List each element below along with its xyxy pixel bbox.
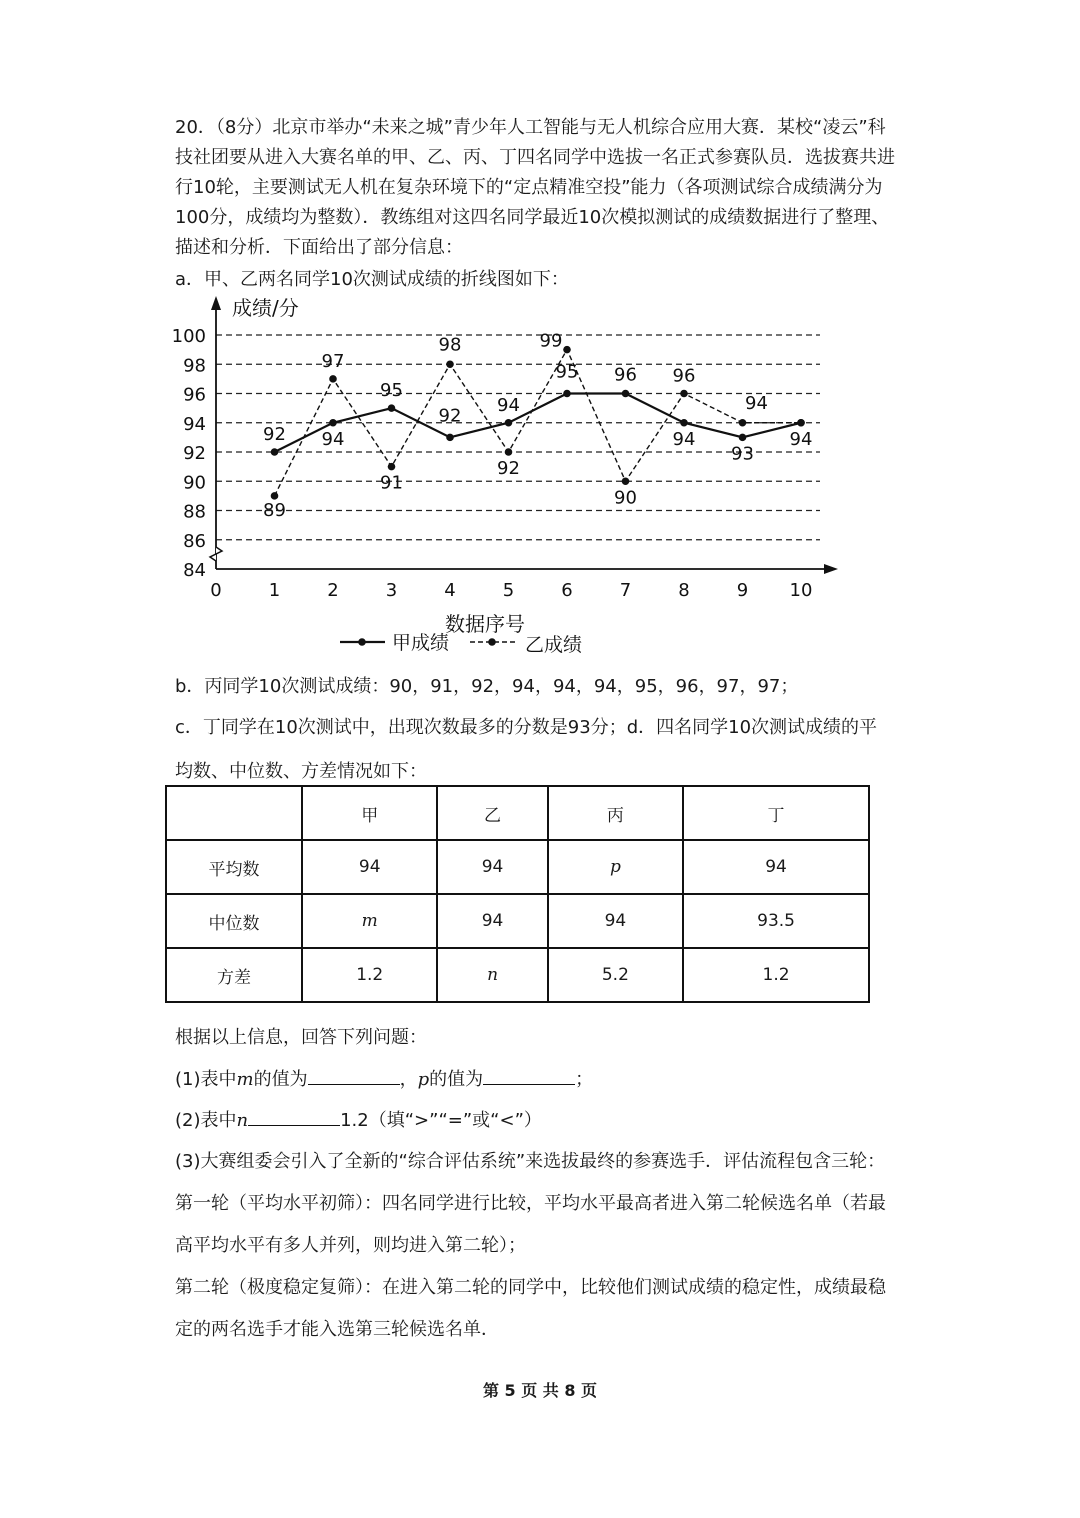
series-jia-point	[505, 419, 513, 427]
data-label: 95	[555, 361, 579, 383]
legend-yi-marker	[488, 638, 496, 646]
table-cell: 94	[302, 840, 437, 894]
q1-var-p: p	[417, 1069, 430, 1090]
data-label: 94	[789, 428, 813, 450]
y-tick-label: 88	[183, 501, 206, 523]
table-row	[166, 948, 869, 1002]
data-label: 94	[672, 428, 696, 450]
y-axis-arrow	[211, 296, 221, 310]
data-label: 96	[672, 365, 696, 387]
data-label: 94	[745, 392, 768, 414]
y-tick-label: 98	[183, 355, 206, 377]
series-yi-point	[622, 477, 630, 485]
q2-blank-n[interactable]	[248, 1109, 340, 1126]
data-label: 94	[497, 394, 520, 416]
table-header-row	[166, 786, 869, 840]
y-tick-label: 84	[183, 560, 206, 581]
data-label: 92	[263, 424, 286, 445]
table-cell: 1.2	[683, 948, 869, 1002]
y-axis-label: 成绩/分	[232, 296, 299, 320]
x-tick-label: 8	[678, 580, 690, 601]
question-2	[175, 1106, 542, 1132]
x-axis-arrow	[824, 564, 838, 574]
table-cell: 94	[437, 840, 547, 894]
page-footer: 第 5 页 共 8 页	[482, 1381, 598, 1400]
y-tick-label: 86	[183, 530, 206, 552]
series-jia-point	[388, 404, 396, 412]
x-tick-label: 3	[385, 580, 398, 601]
table-header-cell: 甲	[302, 786, 437, 840]
part-a-text: a．甲、乙两名同学10次测试成绩的折线图如下：	[175, 269, 569, 290]
questions-lead: 根据以上信息，回答下列问题：	[175, 1027, 427, 1048]
legend-yi-label: 乙成绩	[525, 634, 583, 656]
series-jia-point	[622, 390, 630, 398]
table-cell: n	[437, 948, 547, 1002]
x-axis-label: 数据序号	[445, 612, 525, 636]
series-jia-point	[680, 419, 688, 427]
x-tick-label: 4	[444, 580, 456, 601]
table-cell: p	[548, 840, 683, 894]
y-axis-break	[210, 547, 222, 561]
table-row-label: 中位数	[166, 894, 302, 948]
table-cell: 93.5	[683, 894, 869, 948]
q1-var-m: m	[236, 1069, 254, 1090]
q2-var-n: n	[236, 1110, 249, 1131]
q2-prefix: (2)表中	[175, 1110, 237, 1131]
data-label: 89	[263, 499, 286, 521]
line-chart	[170, 290, 850, 670]
y-tick-label: 94	[183, 413, 206, 435]
question-1	[175, 1065, 593, 1091]
table-header-cell: 丙	[548, 786, 683, 840]
legend-jia-marker	[358, 638, 366, 646]
data-label: 90	[614, 487, 637, 509]
table-cell: 94	[437, 894, 547, 948]
q1-prefix: (1)表中	[175, 1069, 237, 1090]
question-3: (3)大赛组委会引入了全新的“综合评估系统”来选拔最终的参赛选手．评估流程包含三轮：	[175, 1151, 886, 1172]
series-yi-point	[271, 492, 279, 500]
stats-table	[165, 785, 870, 1003]
q1-text-b: 的值为	[253, 1069, 308, 1090]
table-header-cell: 乙	[437, 786, 547, 840]
x-tick-label: 5	[502, 580, 515, 601]
series-jia-point	[271, 448, 279, 456]
y-tick-label: 90	[183, 472, 206, 494]
part-cd-text: c．丁同学在10次测试中，出现次数最多的分数是93分；d．四名同学10次测试成绩的平均数、中位数、方差情况如下：	[175, 717, 878, 782]
series-yi-point	[329, 375, 337, 383]
table-cell: 94	[683, 840, 869, 894]
q2-text-b: 1.2（填“>”“=”或“<”）	[340, 1110, 542, 1131]
series-yi-point	[563, 346, 571, 354]
q1-blank-m[interactable]	[308, 1068, 400, 1085]
data-label: 94	[321, 428, 345, 450]
series-yi-point	[739, 419, 747, 427]
series-yi-point	[797, 419, 805, 427]
series-jia-point	[563, 390, 571, 398]
y-tick-label: 100	[171, 326, 206, 347]
y-tick-label: 96	[183, 384, 206, 406]
data-label: 95	[380, 380, 403, 402]
x-tick-label: 0	[210, 580, 222, 601]
x-tick-label: 2	[327, 580, 339, 601]
series-jia-point	[329, 419, 337, 427]
x-tick-label: 1	[268, 580, 281, 601]
table-row	[166, 840, 869, 894]
q1-text-e: ；	[575, 1069, 594, 1090]
y-tick-label: 92	[183, 443, 206, 464]
part-b-text: b．丙同学10次测试成绩：90，91，92，94，94，94，95，96，97，97；	[175, 676, 799, 697]
q1-blank-p[interactable]	[483, 1068, 575, 1085]
data-label: 97	[321, 350, 345, 372]
question-intro: 20．（8分）北京市举办“未来之城”青少年人工智能与无人机综合应用大赛．某校“凌云”科技社团要从进入大赛名单的甲、乙、丙、丁四名同学中选拔一名正式参赛队员．选拔赛共进行10轮，主要测试无人机在复杂环境下的“定点精准空投”能力（各项测试综合成绩满分为100分，成绩均为整数）．教练组对这四名同学最近10次模拟测试的成绩数据进行了整理、描述和分析．下面给出了部分信息：	[175, 117, 895, 258]
data-label: 99	[539, 330, 563, 352]
table-cell: 94	[548, 894, 683, 948]
data-label: 92	[438, 405, 462, 427]
x-tick-label: 9	[736, 580, 749, 601]
data-label: 96	[614, 364, 637, 386]
q1-text-c: ，	[399, 1069, 418, 1090]
table-row-label: 平均数	[166, 840, 302, 894]
x-tick-label: 7	[619, 580, 632, 601]
series-yi-point	[388, 463, 396, 471]
series-yi-point	[680, 390, 688, 398]
q1-text-d: 的值为	[429, 1069, 484, 1090]
x-tick-label: 10	[789, 580, 813, 601]
series-yi-point	[446, 360, 454, 368]
x-tick-label: 6	[561, 580, 573, 601]
series-jia-point	[446, 434, 454, 442]
data-label: 91	[380, 472, 403, 494]
data-label: 92	[497, 458, 520, 479]
legend-jia-label: 甲成绩	[392, 632, 450, 654]
table-row-label: 方差	[166, 948, 302, 1002]
table-cell: m	[302, 894, 437, 948]
data-label: 98	[438, 334, 462, 356]
table-header-cell: 丁	[683, 786, 869, 840]
table-cell: 5.2	[548, 948, 683, 1002]
series-yi-point	[505, 448, 513, 456]
round-1-text: 第一轮（平均水平初筛）：四名同学进行比较，平均水平最高者进入第二轮候选名单（若最高平均水平有多人并列，则均进入第二轮）；	[175, 1193, 886, 1256]
table-row	[166, 894, 869, 948]
round-2-text: 第二轮（极度稳定复筛）：在进入第二轮的同学中，比较他们测试成绩的稳定性，成绩最稳定的两名选手才能入选第三轮候选名单．	[175, 1277, 886, 1340]
data-label: 93	[731, 443, 754, 465]
table-header-cell	[166, 786, 302, 840]
table-cell: 1.2	[302, 948, 437, 1002]
series-jia-point	[739, 434, 747, 442]
